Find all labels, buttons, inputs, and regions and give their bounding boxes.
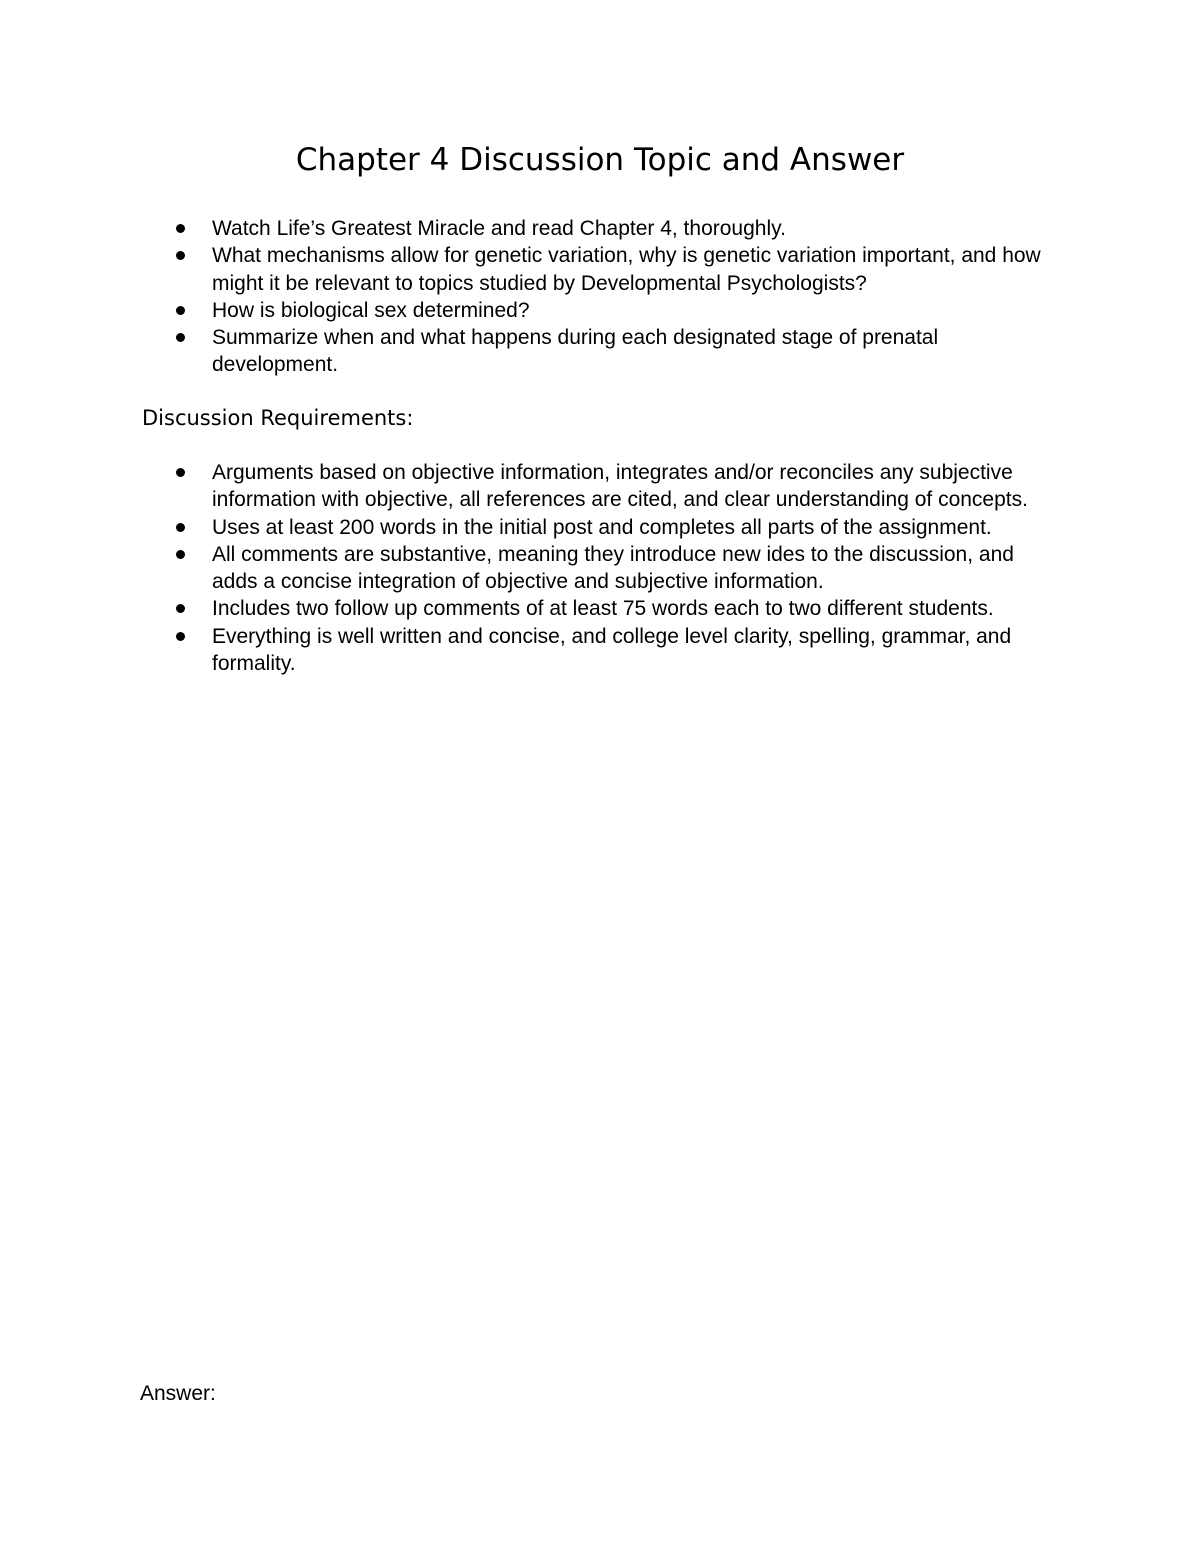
topic-text: Watch Life’s Greatest Miracle and read Chapter 4, thoroughly.	[212, 217, 786, 240]
bullet-icon	[176, 251, 185, 260]
list-item	[142, 215, 1062, 242]
topic-text: How is biological sex determined?	[212, 298, 530, 322]
list-item	[142, 541, 1062, 596]
bullet-icon	[176, 604, 185, 613]
bullet-icon	[176, 224, 185, 233]
bullet-icon	[176, 333, 185, 342]
list-item	[142, 297, 1062, 324]
topic-list	[142, 215, 1062, 379]
topic-text: Summarize when and what happens during each designated stage of prenatal development.	[212, 326, 939, 377]
requirements-list	[142, 459, 1062, 677]
requirement-text: Uses at least 200 words in the initial post and completes all parts of the assignment.	[212, 515, 992, 539]
answer-label: Answer:	[140, 1382, 216, 1405]
requirements-heading: Discussion Requirements:	[142, 406, 414, 430]
requirement-text: Includes two follow up comments of at least 75 words each to two different students.	[212, 597, 994, 621]
bullet-icon	[176, 632, 185, 641]
list-item	[142, 623, 1062, 678]
bullet-icon	[176, 306, 185, 315]
topic-text: What mechanisms allow for genetic variation, why is genetic variation important, and how might it be relevant to topics studied by Developmental Psychologists?	[212, 244, 1041, 295]
list-item	[142, 595, 1062, 622]
list-item	[142, 242, 1062, 297]
list-item	[142, 324, 1062, 379]
document-title: Chapter 4 Discussion Topic and Answer	[295, 142, 905, 178]
requirement-text: Everything is well written and concise, and college level clarity, spelling, grammar, and formality.	[212, 624, 1012, 676]
list-item	[142, 514, 1062, 541]
requirement-text: All comments are substantive, meaning they introduce new ides to the discussion, and adds a concise integration of objective and subjective information.	[212, 542, 1014, 594]
bullet-icon	[176, 550, 185, 559]
requirement-text: Arguments based on objective information, integrates and/or reconciles any subjective information with objective, all references are cited, and clear understanding of concepts.	[212, 461, 1028, 512]
list-item	[142, 459, 1062, 514]
bullet-icon	[176, 468, 185, 477]
bullet-icon	[176, 523, 185, 532]
